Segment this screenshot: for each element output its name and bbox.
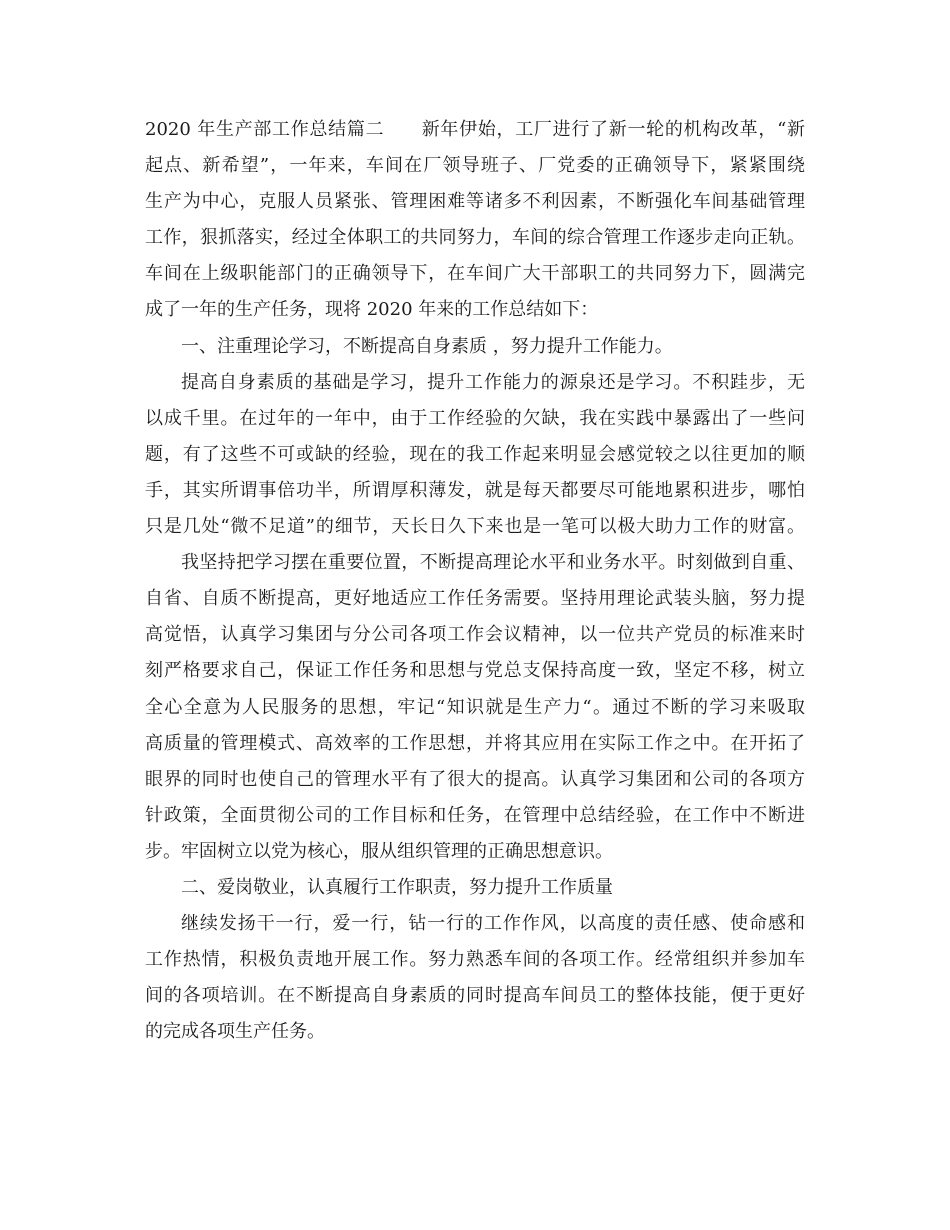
text-line: 只是几处“微不足道”的细节，天长日久下来也是一笔可以极大助力工作的财富。: [145, 516, 805, 538]
text-line: 提高自身素质的基础是学习，提升工作能力的源泉还是学习。不积跬步，无: [181, 371, 805, 393]
paragraph-commitment: [145, 545, 805, 870]
text-line: 我坚持把学习摆在重要位置，不断提高理论水平和业务水平。时刻做到自重、: [181, 552, 805, 574]
section-heading-text: 二、爱岗敬业，认真履行工作职责，努力提升工作质量: [181, 876, 613, 898]
section-heading-2: [145, 870, 805, 906]
text-line: 工作，狠抓落实，经过全体职工的共同努力，车间的综合管理工作逐步走向正轨。: [145, 227, 805, 249]
text-line: 眼界的同时也使自己的管理水平有了很大的提高。认真学习集团和公司的各项方: [145, 768, 805, 790]
text-line: 以成千里。在过年的一年中，由于工作经验的欠缺，我在实践中暴露出了一些问: [145, 407, 805, 429]
text-line: 自省、自质不断提高，更好地适应工作任务需要。坚持用理论武装头脑，努力提: [145, 588, 805, 610]
text-line: 生产为中心，克服人员紧张、管理困难等诸多不利因素，不断强化车间基础管理: [145, 191, 805, 213]
paragraph-intro: [145, 112, 805, 329]
text-line: 间的各项培训。在不断提高自身素质的同时提高车间员工的整体技能，便于更好: [145, 985, 805, 1007]
text-line: 起点、新希望”，一年来，车间在厂领导班子、厂党委的正确领导下，紧紧围绕: [145, 155, 805, 177]
text-line: 全心全意为人民服务的思想，牢记“知识就是生产力“。通过不断的学习来吸取: [145, 696, 805, 718]
text-line: 2020 年生产部工作总结篇二 新年伊始，工厂进行了新一轮的机构改革，“新: [145, 119, 805, 140]
text-line: 工作热情，积极负责地开展工作。努力熟悉车间的各项工作。经常组织并参加车: [145, 949, 805, 971]
paragraph-study: [145, 365, 805, 545]
text-line: 步。牢固树立以党为核心，服从组织管理的正确思想意识。: [145, 840, 613, 862]
section-heading-1: [145, 329, 805, 365]
text-line: 高觉悟，认真学习集团与分公司各项工作会议精神，以一位共产党员的标准来时: [145, 624, 805, 646]
document-body: [145, 112, 805, 1050]
text-line: 车间在上级职能部门的正确领导下，在车间广大干部职工的共同努力下，圆满完: [145, 263, 805, 285]
text-line: 继续发扬干一行，爱一行，钻一行的工作作风，以高度的责任感、使命感和: [181, 913, 805, 935]
text-line: 手，其实所谓事倍功半，所谓厚积薄发，就是每天都要尽可能地累积进步，哪怕: [145, 479, 805, 501]
text-line: 针政策，全面贯彻公司的工作目标和任务，在管理中总结经验，在工作中不断进: [145, 804, 805, 826]
text-line: 题，有了这些不可或缺的经验，现在的我工作起来明显会感觉较之以往更加的顺: [145, 443, 805, 465]
text-line: 的完成各项生产任务。: [145, 1021, 325, 1043]
paragraph-dedication: [145, 906, 805, 1050]
text-line: 高质量的管理模式、高效率的工作思想，并将其应用在实际工作之中。在开拓了: [145, 732, 805, 754]
section-heading-text: 一、注重理论学习，不断提高自身素质 ，努力提升工作能力。: [181, 335, 673, 357]
text-line: 成了一年的生产任务，现将 2020 年来的工作总结如下：: [145, 299, 599, 321]
text-line: 刻严格要求自己，保证工作任务和思想与党总支保持高度一致，坚定不移，树立: [145, 660, 805, 682]
